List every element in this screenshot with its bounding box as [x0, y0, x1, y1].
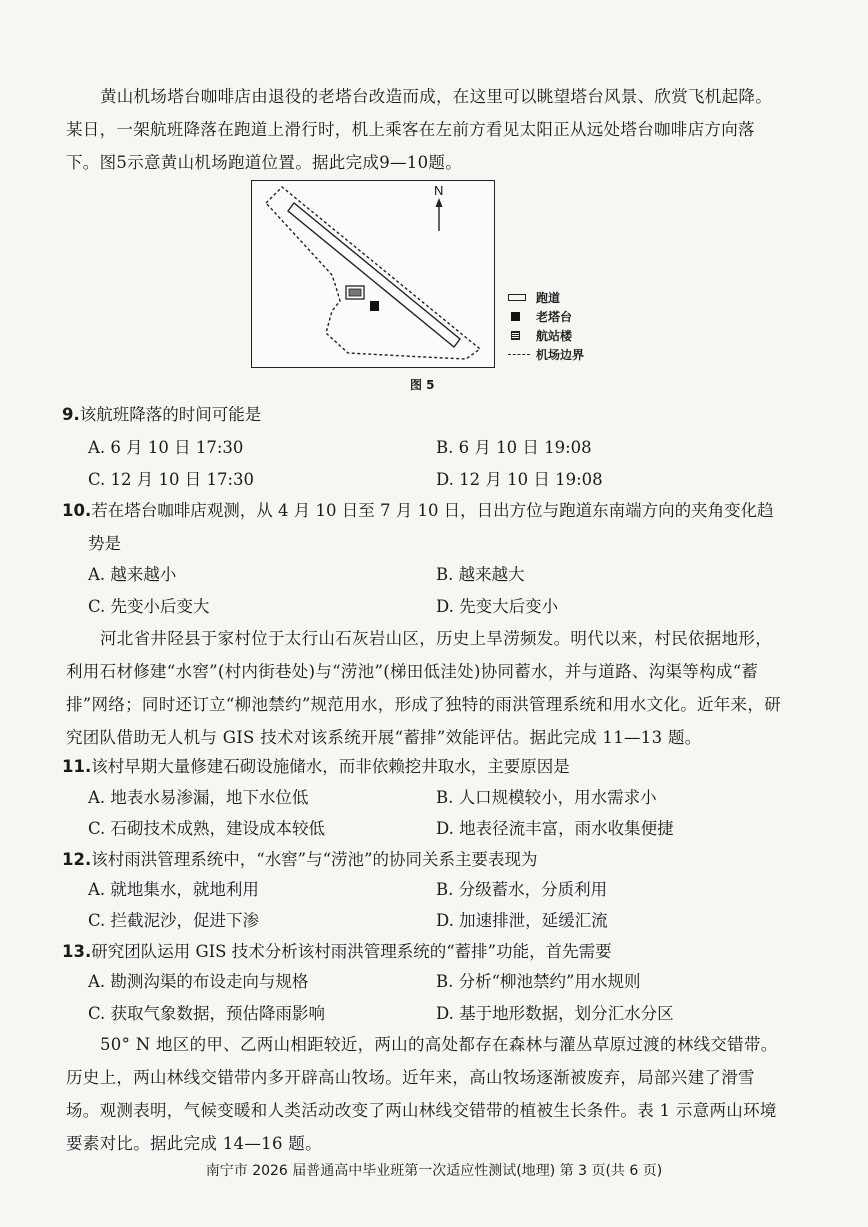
q12-option-c[interactable]: C. 拦截泥沙，促进下渗	[88, 911, 260, 930]
passage-2: 河北省井陉县于家村位于太行山石灰岩山区，历史上旱涝频发。明代以来，村民依据地形，利用石材修建“水窖”(村内街巷处)与“涝池”(梯田低洼处)协同蓄水，并与道路、沟渠等构成“蓄排”网络；同时还订立“柳池禁约”规范用水，形成了独特的雨洪管理系统和用水文化。近年来，研究团队借助无人机与 GIS 技术对该系统开展“蓄排”效能评估。据此完成 11—13 题。	[66, 629, 782, 747]
q11-option-a[interactable]: A. 地表水易渗漏，地下水位低	[88, 788, 309, 807]
map-legend	[508, 288, 584, 364]
question-10-stem-cont: 势是	[88, 534, 121, 553]
runway	[288, 203, 460, 347]
airport-map-figure	[251, 180, 495, 368]
q11-option-d[interactable]: D. 地表径流丰富，雨水收集便捷	[436, 819, 674, 838]
terminal-building	[346, 286, 364, 299]
runway-symbol-icon	[508, 294, 526, 301]
q9-option-c[interactable]: C. 12 月 10 日 17:30	[88, 470, 255, 489]
boundary-symbol-icon	[508, 354, 530, 355]
old-tower	[370, 301, 379, 311]
north-label: N	[434, 183, 444, 198]
q13-option-d[interactable]: D. 基于地形数据，划分汇水分区	[436, 1004, 674, 1023]
q12-option-a[interactable]: A. 就地集水，就地利用	[88, 880, 259, 899]
q13-option-a[interactable]: A. 勘测沟渠的布设走向与规格	[88, 972, 309, 991]
figure-caption: 图 5	[410, 378, 435, 392]
question-9-stem: 9.该航班降落的时间可能是	[62, 405, 262, 424]
q11-option-b[interactable]: B. 人口规模较小，用水需求小	[436, 788, 657, 807]
legend-old-tower: 老塔台	[508, 307, 584, 326]
q9-option-b[interactable]: B. 6 月 10 日 19:08	[436, 438, 592, 457]
legend-terminal: 航站楼	[508, 326, 584, 345]
q10-option-b[interactable]: B. 越来越大	[436, 565, 525, 584]
q10-option-a[interactable]: A. 越来越小	[88, 565, 177, 584]
legend-runway: 跑道	[508, 288, 584, 307]
q12-option-d[interactable]: D. 加速排泄，延缓汇流	[436, 911, 608, 930]
passage-1: 黄山机场塔台咖啡店由退役的老塔台改造而成，在这里可以眺望塔台风景、欣赏飞机起降。某日，一架航班降落在跑道上滑行时，机上乘客在左前方看见太阳正从远处塔台咖啡店方向落下。图5示意黄山机场跑道位置。据此完成9—10题。	[66, 87, 772, 172]
q9-option-a[interactable]: A. 6 月 10 日 17:30	[88, 438, 244, 457]
q10-option-d[interactable]: D. 先变大后变小	[436, 597, 559, 616]
q13-option-c[interactable]: C. 获取气象数据，预估降雨影响	[88, 1004, 326, 1023]
q13-option-b[interactable]: B. 分析“柳池禁约”用水规则	[436, 972, 641, 991]
question-12-stem: 12.该村雨洪管理系统中，“水窖”与“涝池”的协同关系主要表现为	[62, 850, 538, 869]
question-10-stem: 10.若在塔台咖啡店观测，从 4 月 10 日至 7 月 10 日，日出方位与跑道东南端方向的夹角变化趋	[62, 501, 774, 520]
legend-boundary: 机场边界	[508, 345, 584, 364]
page-footer: 南宁市 2026 届普通高中毕业班第一次适应性测试(地理) 第 3 页(共 6 页)	[205, 1163, 663, 1179]
north-arrow	[434, 183, 443, 231]
passage-3: 50° N 地区的甲、乙两山相距较近，两山的高处都存在森林与灌丛草原过渡的林线交错带。历史上，两山林线交错带内多开辟高山牧场。近年来，高山牧场逐渐被废弃，局部兴建了滑雪场。观测表明，气候变暖和人类活动改变了两山林线交错带的植被生长条件。表 1 示意两山环境要素对比。据此完成 14—16 题。	[66, 1035, 778, 1153]
question-11-stem: 11.该村早期大量修建石砌设施储水，而非依赖挖井取水，主要原因是	[62, 757, 570, 776]
airport-map	[252, 181, 493, 366]
q10-option-c[interactable]: C. 先变小后变大	[88, 597, 210, 616]
q11-option-c[interactable]: C. 石砌技术成熟，建设成本较低	[88, 819, 326, 838]
q9-option-d[interactable]: D. 12 月 10 日 19:08	[436, 470, 603, 489]
tower-symbol-icon	[511, 312, 520, 321]
q12-option-b[interactable]: B. 分级蓄水，分质利用	[436, 880, 608, 899]
question-13-stem: 13.研究团队运用 GIS 技术分析该村雨洪管理系统的“蓄排”功能，首先需要	[62, 942, 612, 961]
terminal-symbol-icon	[511, 331, 520, 340]
